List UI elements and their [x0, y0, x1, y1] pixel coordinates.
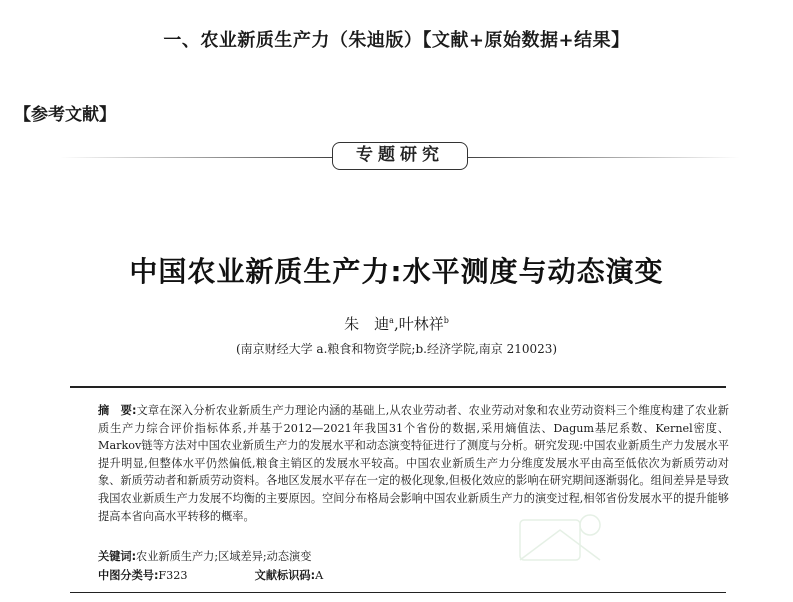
reference-heading: 【参考文献】: [14, 105, 116, 125]
keywords-line: [98, 548, 311, 564]
paper-title: 中国农业新质生产力:水平测度与动态演变: [129, 255, 664, 288]
column-rule-right: [468, 157, 740, 158]
paper-authors: [0, 313, 793, 334]
column-rule-left: [60, 157, 332, 158]
page-heading: 一、农业新质生产力（朱迪版）【文献+原始数据+结果】: [163, 30, 630, 51]
abstract-top-rule: [70, 386, 726, 388]
keywords-label: 关键词:: [98, 550, 137, 563]
watermark-graphic: [500, 500, 620, 590]
keywords-value: 农业新质生产力;区域差异;动态演变: [136, 550, 312, 563]
author-name: 叶林祥: [398, 315, 444, 333]
abstract-text: 文章在深入分析农业新质生产力理论内涵的基础上,从农业劳动者、农业劳动对象和农业劳动资料三个维度构建了农业新质生产力综合评价指标体系,并基于2012—2021年我国31个省份的数据,采用熵值法、Dagum基尼系数、Kernel密度、Markov链等方法对中国农业新质生产力的发展水平和动态演变特征进行了测度与分析。研究发现:中国农业新质生产力发展水平提升明显,但整体水平仍然偏低,粮食主销区的发展水平较高。中国农业新质生产力分维度发展水平由高至低依次为新质劳动对象、新质劳动者和新质劳动资料。各地区发展水平存在一定的极化现象,但极化效应的影响在研究期间逐渐弱化。组间差异是导致我国农业新质生产力发展不均衡的主要原因。空间分布格局会影响中国农业新质生产力的演变过程,相邻省份发展水平的提升能够提高本省向高水平转移的概率。: [98, 404, 729, 523]
author-affiliation-mark: b: [443, 316, 449, 325]
author-affiliation-mark: a: [389, 316, 394, 325]
doc-code-value: A: [315, 569, 324, 582]
author-separator: ,: [393, 315, 399, 333]
clc-label: 中图分类号:: [98, 569, 159, 582]
column-badge: 专题研究: [332, 142, 468, 170]
abstract-bottom-rule: [70, 592, 726, 593]
abstract: [98, 402, 729, 525]
paper-affiliation: (南京财经大学 a.粮食和物资学院;b.经济学院,南京 210023): [235, 342, 558, 356]
classification-line: [98, 567, 323, 583]
author-name: 朱 迪: [344, 315, 390, 333]
clc-value: F323: [158, 569, 188, 582]
abstract-label: 摘 要:: [98, 404, 137, 417]
doc-code-label: 文献标识码:: [254, 569, 316, 582]
